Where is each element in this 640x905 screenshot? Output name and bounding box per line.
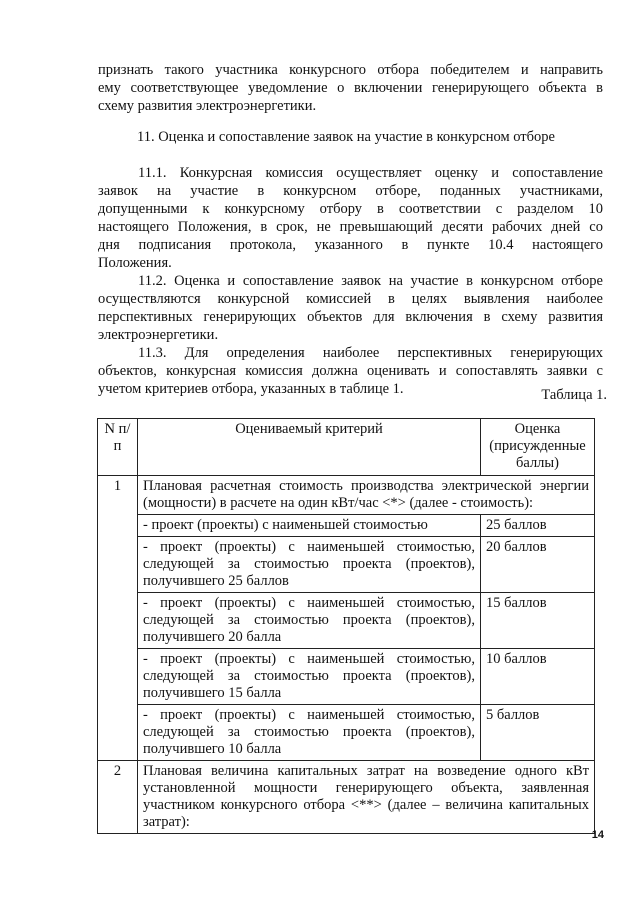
intro-line: признать такого участника конкурсного отбора победителем и направить: [98, 62, 603, 78]
table-row: [98, 761, 595, 834]
row-num-cell: 2: [98, 761, 138, 834]
row-num-cell: 1: [98, 476, 138, 761]
header-score-cell: Оценка (присужденные баллы): [481, 419, 595, 476]
page-number: 14: [591, 829, 604, 841]
paragraph-11-3-line: учетом критериев отбора, указанных в таблице 1.: [98, 381, 404, 397]
header-criterion-cell: Оцениваемый критерий: [138, 419, 481, 476]
table-row: [98, 705, 595, 761]
subcriterion-cell: - проект (проекты) с наименьшей стоимостью, следующей за стоимостью проекта (проектов), получившего 20 балла: [138, 593, 481, 649]
score-cell: 25 баллов: [481, 515, 595, 537]
subcriterion-cell: - проект (проекты) с наименьшей стоимостью, следующей за стоимостью проекта (проектов), получившего 25 баллов: [138, 537, 481, 593]
criterion-title-cell: Плановая расчетная стоимость производства электрической энергии (мощности) в расчете на один кВт/час <*> (далее - стоимость):: [138, 476, 595, 515]
table-header-row: [98, 419, 595, 476]
score-cell: 5 баллов: [481, 705, 595, 761]
table-caption: Таблица 1.: [541, 387, 607, 403]
paragraph-11-2-line: электроэнергетики.: [98, 327, 219, 343]
score-cell: 20 баллов: [481, 537, 595, 593]
table-row: [98, 649, 595, 705]
table-row: [98, 537, 595, 593]
paragraph-11-1-line: 11.1. Конкурсная комиссия осуществляет оценку и сопоставление: [138, 165, 603, 181]
score-cell: 10 баллов: [481, 649, 595, 705]
paragraph-11-1-line: Положения.: [98, 255, 172, 271]
paragraph-11-2-line: перспективных генерирующих объектов для включения в схему развития: [98, 309, 603, 325]
criterion-title-cell: Плановая величина капитальных затрат на возведение одного кВт установленной мощности генерирующего объекта, заявленная участником конкурсного отбора <**> (далее – величина капитальных затрат):: [138, 761, 595, 834]
score-cell: 15 баллов: [481, 593, 595, 649]
intro-line: схему развития электроэнергетики.: [98, 98, 317, 114]
subcriterion-cell: - проект (проекты) с наименьшей стоимостью, следующей за стоимостью проекта (проектов), получившего 10 балла: [138, 705, 481, 761]
paragraph-11-1-line: допущенными к конкурсному отбору в соответствии с разделом 10: [98, 201, 603, 217]
table-row: [98, 476, 595, 515]
table-row: [98, 593, 595, 649]
header-num-cell: N п/п: [98, 419, 138, 476]
subcriterion-cell: - проект (проекты) с наименьшей стоимостью, следующей за стоимостью проекта (проектов), получившего 15 балла: [138, 649, 481, 705]
criteria-table: [97, 418, 595, 834]
paragraph-11-1-line: дня подписания протокола, указанного в пункте 10.4 настоящего: [98, 237, 603, 253]
intro-line: ему соответствующее уведомление о включении генерирующего объекта в: [98, 80, 603, 96]
section-heading: 11. Оценка и сопоставление заявок на участие в конкурсном отборе: [137, 129, 555, 145]
paragraph-11-1-line: заявок на участие в конкурсном отборе, поданных участниками,: [98, 183, 603, 199]
paragraph-11-1-line: настоящего Положения, в срок, не превышающий десяти рабочих дней со: [98, 219, 603, 235]
paragraph-11-3-line: 11.3. Для определения наиболее перспективных генерирующих: [138, 345, 603, 361]
paragraph-11-2-line: осуществляются конкурсной комиссией в целях выявления наиболее: [98, 291, 603, 307]
table-row: [98, 515, 595, 537]
paragraph-11-2-line: 11.2. Оценка и сопоставление заявок на участие в конкурсном отборе: [138, 273, 603, 289]
subcriterion-cell: - проект (проекты) с наименьшей стоимостью: [138, 515, 481, 537]
paragraph-11-3-line: объектов, конкурсная комиссия должна оценивать и сопоставлять заявки с: [98, 363, 603, 379]
